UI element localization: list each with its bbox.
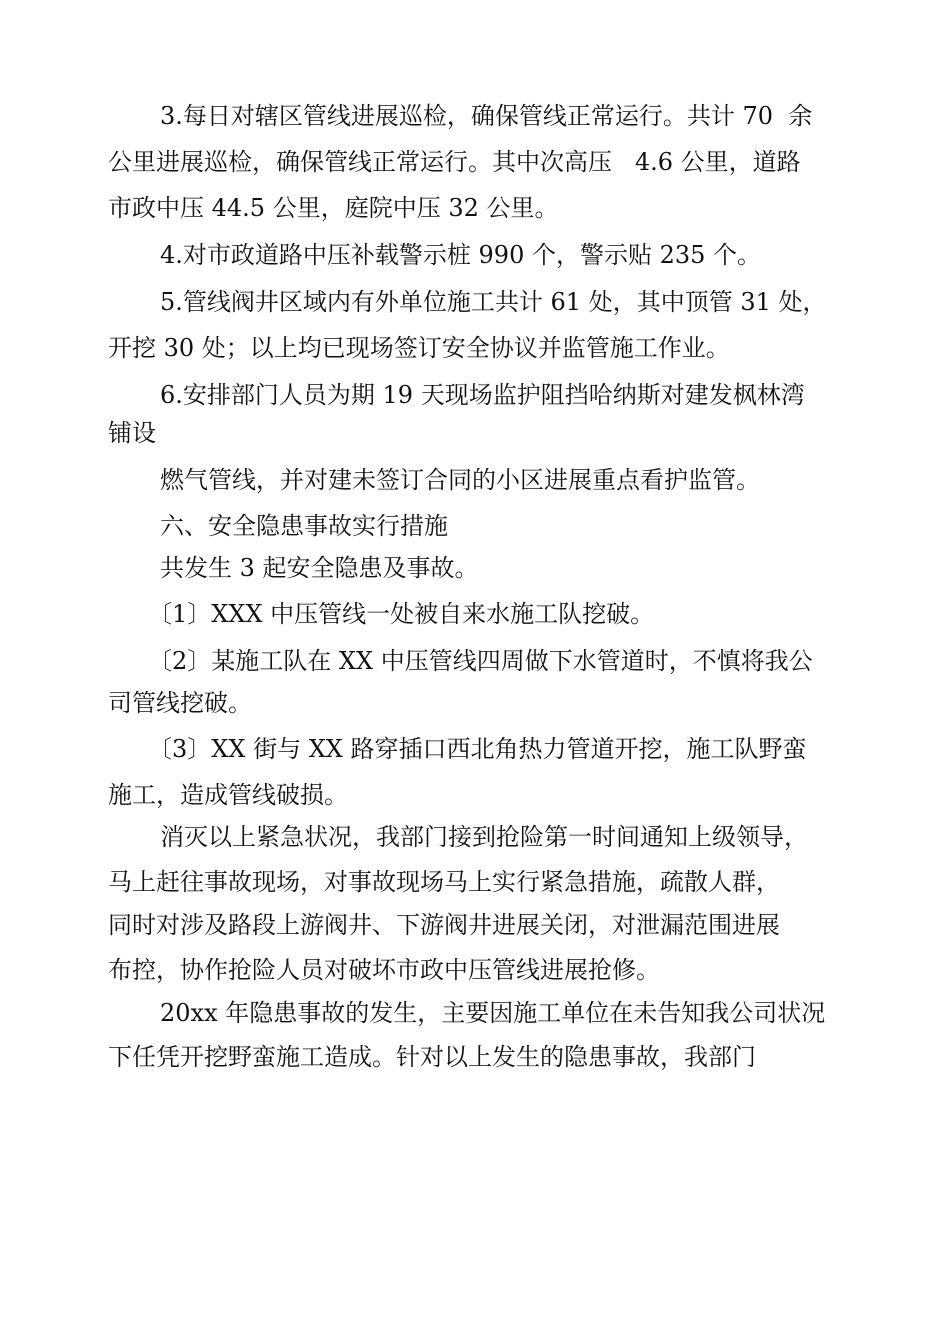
list-item: 〔1〕XXX 中压管线一处被自来水施工队挖破。 (148, 600, 655, 628)
list-item: 〔2〕某施工队在 XX 中压管线四周做下水管道时，不慎将我公 (148, 647, 813, 675)
text-line: 6.安排部门人员为期 19 天现场监护阻挡哈纳斯对建发枫林湾 (160, 381, 805, 409)
text-line: 施工，造成管线破损。 (108, 781, 348, 809)
text-line: 20xx 年隐患事故的发生，主要因施工单位在未告知我公司状况 (160, 999, 826, 1027)
text-line: 4.对市政道路中压补载警示桩 990 个，警示贴 235 个。 (160, 241, 762, 269)
text-line: 司管线挖破。 (108, 689, 252, 717)
text-line: 下任凭开挖野蛮施工造成。针对以上发生的隐患事故，我部门 (108, 1043, 756, 1071)
list-item: 〔3〕XX 街与 XX 路穿插口西北角热力管道开挖，施工队野蛮 (148, 735, 807, 763)
text-line: 共发生 3 起安全隐患及事故。 (160, 554, 479, 582)
text-line: 铺设 (108, 419, 156, 447)
text-line: 消灭以上紧急状况，我部门接到抢险第一时间通知上级领导， (160, 823, 808, 851)
text-line: 5.管线阀井区域内有外单位施工共计 61 处，其中顶管 31 处， (160, 288, 827, 316)
text-line: 公里进展巡检，确保管线正常运行。其中次高压 4.6 公里，道路 (108, 148, 801, 176)
text-line: 燃气管线，并对建未签订合同的小区进展重点看护监管。 (160, 466, 760, 494)
text-line: 3.每日对辖区管线进展巡检，确保管线正常运行。共计 70 余 (160, 102, 813, 130)
section-heading: 六、安全隐患事故实行措施 (160, 512, 448, 540)
text-line: 同时对涉及路段上游阀井、下游阀井进展关闭，对泄漏范围进展 (108, 911, 780, 939)
text-line: 布控，协作抢险人员对破坏市政中压管线进展抢修。 (108, 956, 660, 984)
text-line: 开挖 30 处；以上均已现场签订安全协议并监管施工作业。 (108, 334, 730, 362)
text-line: 市政中压 44.5 公里，庭院中压 32 公里。 (108, 194, 559, 222)
text-line: 马上赶往事故现场，对事故现场马上实行紧急措施，疏散人群， (108, 868, 780, 896)
